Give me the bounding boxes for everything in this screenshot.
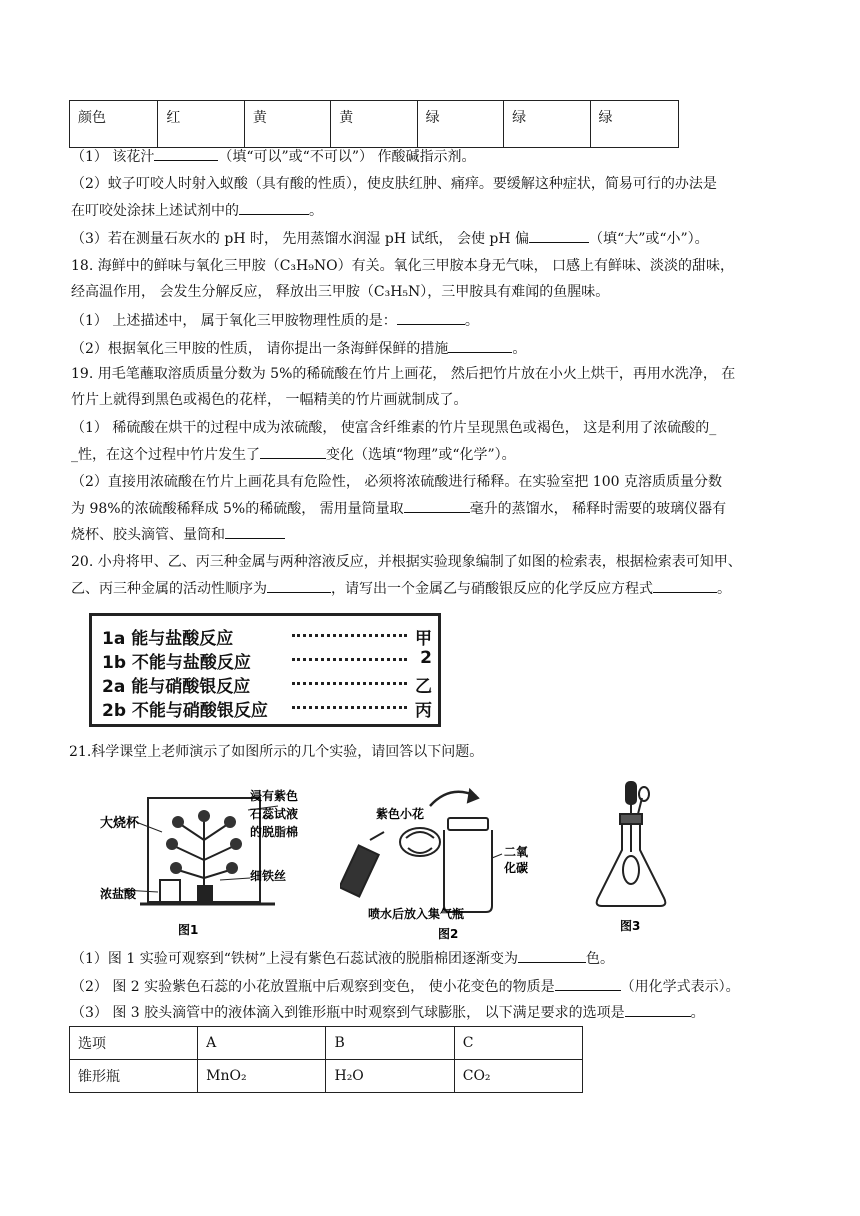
q18-part1: （1） 上述描述中， 属于氧化三甲胺物理性质的是： 。 xyxy=(71,310,791,331)
q19-part1-line1: （1） 稀硫酸在烘干的过程中成为浓硫酸， 使富含纤维素的竹片呈现黑色或褐色， 这是利用了浓硫酸的_ xyxy=(71,420,717,436)
table-cell: 黄 xyxy=(331,101,417,148)
figure-3 xyxy=(590,778,670,938)
answer-blank[interactable] xyxy=(518,948,586,963)
q21-part1: （1）图 1 实验可观察到“铁树”上浸有紫色石蕊试液的脱脂棉团逐渐变为 色。 xyxy=(71,948,791,969)
key-row: 2a 能与硝酸银反应 乙 xyxy=(102,677,432,697)
leader-dots xyxy=(292,634,407,637)
table-cell: 红 xyxy=(158,101,244,148)
answer-blank[interactable] xyxy=(239,200,309,215)
q18-stem-line2: 经高温作用， 会发生分解反应， 释放出三甲胺（C₃H₅N），三甲胺具有难闻的鱼腥味。 xyxy=(71,284,610,300)
q19-part1-line2: _性，在这个过程中竹片发生了 变化（选填“物理”或“化学”）。 xyxy=(71,444,791,465)
table-row xyxy=(70,1060,583,1093)
figure-2 xyxy=(340,778,540,940)
q17-part2-line2: 在叮咬处涂抹上述试剂中的 。 xyxy=(71,200,791,221)
color-table xyxy=(69,100,679,148)
option-table xyxy=(69,1026,583,1093)
label-gas-2: 化碳 xyxy=(504,861,529,875)
q21-part2: （2） 图 2 实验紫色石蕊的小花放置瓶中后观察到变色， 使小花变色的物质是 （用化学式表示）。 xyxy=(71,976,791,997)
answer-blank[interactable] xyxy=(397,310,465,325)
q19-part2-line1: （2）直接用浓硫酸在竹片上画花具有危险性， 必须将浓硫酸进行稀释。在实验室把 100 克溶质质量分数 xyxy=(71,474,722,490)
q19-stem-line1: 19. 用毛笔蘸取溶质质量分数为 5%的稀硫酸在竹片上画花， 然后把竹片放在小火上烘干，再用水洗净， 在 xyxy=(71,366,736,382)
table-cell: 颜色 xyxy=(70,101,158,148)
key-row: 2b 不能与硝酸银反应 丙 xyxy=(102,701,432,721)
q18-stem-line1: 18. 海鲜中的鲜味与氧化三甲胺（C₃H₉NO）有关。氧化三甲胺本身无气味， 口感上有鲜味、淡淡的甜味， xyxy=(71,258,735,274)
table-cell: H₂O xyxy=(326,1060,454,1093)
label-flower: 紫色小花 xyxy=(376,807,425,821)
table-row xyxy=(70,101,679,148)
q19-part2-line2: 为 98%的浓硫酸稀释成 5%的稀硫酸， 需用量筒量取 毫升的蒸馏水， 稀释时需要的玻璃仪器有 xyxy=(71,498,791,519)
answer-blank[interactable] xyxy=(225,524,285,539)
q17-part2-line1: （2）蚊子叮咬人时射入蚁酸（具有酸的性质），使皮肤红肿、痛痒。要缓解这种症状，简易可行的办法是 xyxy=(71,176,717,192)
label-acid: 浓盐酸 xyxy=(100,887,137,901)
q19-stem-line2: 竹片上就得到黑色或褐色的花样， 一幅精美的竹片画就制成了。 xyxy=(71,392,468,408)
table-cell: 绿 xyxy=(590,101,678,148)
label-cotton-3: 的脱脂棉 xyxy=(250,825,299,839)
label-cotton-2: 石蕊试液 xyxy=(250,807,299,821)
table-cell: 绿 xyxy=(504,101,590,148)
table-cell: 锥形瓶 xyxy=(70,1060,198,1093)
q21-part3: （3） 图 3 胶头滴管中的液体滴入到锥形瓶中时观察到气球膨胀， 以下满足要求的选项是 。 xyxy=(71,1002,791,1023)
answer-blank[interactable] xyxy=(448,338,512,353)
label-cotton-1: 浸有紫色 xyxy=(250,789,299,803)
q18-part2: （2）根据氧化三甲胺的性质， 请你提出一条海鲜保鲜的措施 。 xyxy=(71,338,791,359)
leader-dots xyxy=(292,658,407,661)
key-row: 1a 能与盐酸反应 甲 xyxy=(102,629,432,649)
table-cell: C xyxy=(454,1027,582,1060)
answer-blank[interactable] xyxy=(267,578,331,593)
figure-caption: 图1 xyxy=(178,923,199,937)
classification-key xyxy=(89,613,441,727)
table-cell: 绿 xyxy=(417,101,503,148)
q20-stem-line1: 20. 小舟将甲、乙、丙三种金属与两种溶液反应，并根据实验现象编制了如图的检索表，根据检索表可知甲、 xyxy=(71,554,742,570)
table-cell: 黄 xyxy=(244,101,330,148)
q17-part1: （1） 该花汁 （填“可以”或“不可以”） 作酸碱指示剂。 xyxy=(71,146,791,167)
answer-blank[interactable] xyxy=(529,228,589,243)
figure-caption: 图3 xyxy=(620,919,641,933)
q19-part2-line3: 烧杯、胶头滴管、量筒和 xyxy=(71,524,791,545)
answer-blank[interactable] xyxy=(653,578,717,593)
answer-blank[interactable] xyxy=(260,444,326,459)
leader-dots xyxy=(292,706,407,709)
label-beaker: 大烧杯 xyxy=(100,816,140,831)
figure-caption: 图2 xyxy=(438,927,459,940)
label-gas-1: 二氧 xyxy=(504,845,529,859)
label-wire: 细铁丝 xyxy=(250,869,287,883)
figure-1 xyxy=(100,780,320,940)
table-cell: CO₂ xyxy=(454,1060,582,1093)
table-cell: 选项 xyxy=(70,1027,198,1060)
answer-blank[interactable] xyxy=(404,498,470,513)
table-cell: A xyxy=(198,1027,326,1060)
answer-blank[interactable] xyxy=(555,976,621,991)
label-spray: 喷水后放入集气瓶 xyxy=(368,907,465,921)
leader-dots xyxy=(292,682,407,685)
q17-part3: （3）若在测量石灰水的 pH 时， 先用蒸馏水润湿 pH 试纸， 会使 pH 偏 （填“大”或“小”）。 xyxy=(71,228,791,249)
table-cell: B xyxy=(326,1027,454,1060)
table-row xyxy=(70,1027,583,1060)
answer-blank[interactable] xyxy=(154,146,218,161)
q20-stem-line2: 乙、丙三种金属的活动性顺序为 ，请写出一个金属乙与硝酸银反应的化学反应方程式 。 xyxy=(71,578,791,599)
key-row: 1b 不能与盐酸反应 2 xyxy=(102,648,432,673)
q21-intro: 21.科学课堂上老师演示了如图所示的几个实验，请回答以下问题。 xyxy=(69,744,484,760)
answer-blank[interactable] xyxy=(625,1002,691,1017)
table-cell: MnO₂ xyxy=(198,1060,326,1093)
